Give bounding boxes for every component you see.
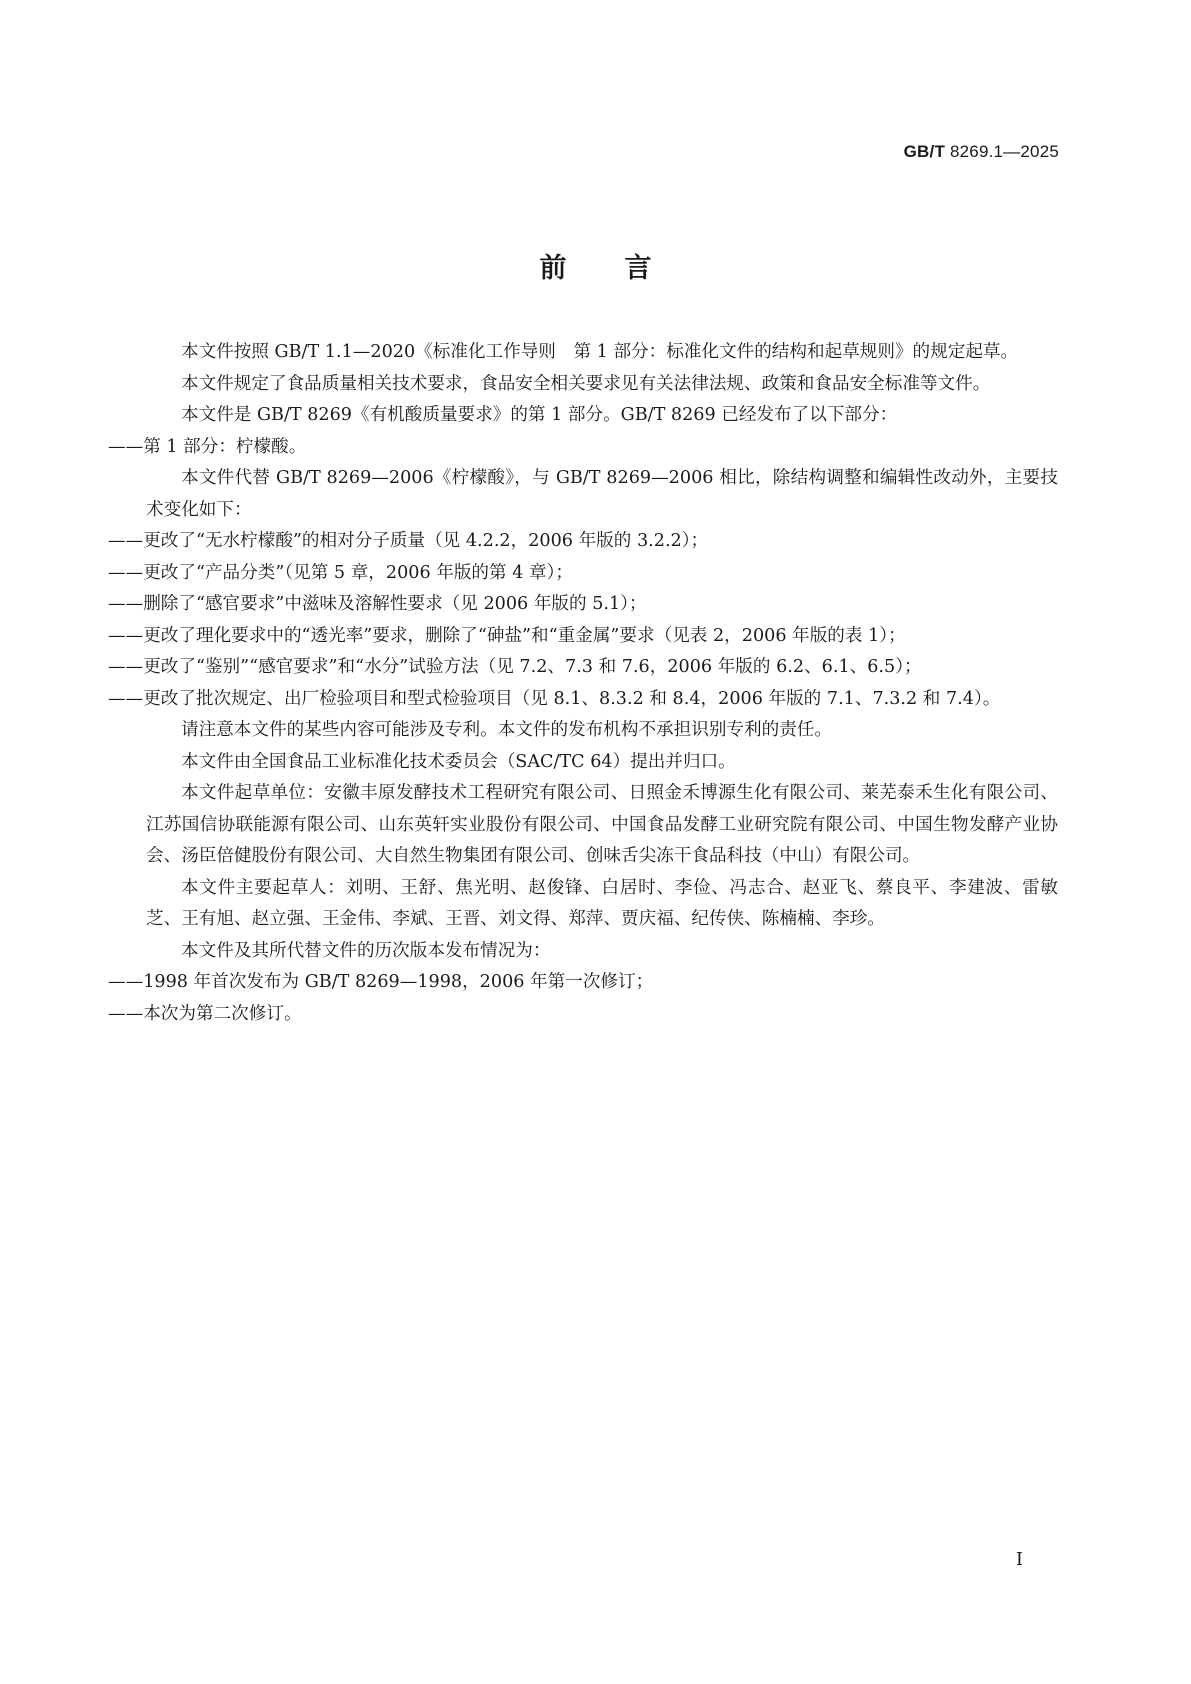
page-number: I bbox=[1015, 1549, 1023, 1570]
list-item: ——删除了“感官要求”中滋味及溶解性要求（见 2006 年版的 5.1）； bbox=[108, 594, 647, 614]
standard-number: 8269.1—2025 bbox=[949, 142, 1059, 161]
preface-body bbox=[108, 337, 1058, 1030]
list-item: ——更改了理化要求中的“透光率”要求，删除了“砷盐”和“重金属”要求（见表 2，2006 年版的表 1）； bbox=[108, 625, 906, 646]
list-item: ——更改了“产品分类”（见第 5 章，2006 年版的第 4 章）； bbox=[108, 562, 573, 583]
list-item: ——本次为第二次修订。 bbox=[108, 1003, 302, 1024]
document-header bbox=[904, 142, 1059, 162]
paragraph: 请注意本文件的某些内容可能涉及专利。本文件的发布机构不承担识别专利的责任。 bbox=[181, 720, 832, 740]
standard-code: GB/T bbox=[903, 142, 946, 161]
list-item: ——更改了“无水柠檬酸”的相对分子质量（见 4.2.2，2006 年版的 3.2.2）； bbox=[108, 531, 709, 551]
list-item: ——更改了“鉴别”“感官要求”和“水分”试验方法（见 7.2、7.3 和 7.6，2006 年版的 6.2、6.1、6.5）； bbox=[108, 657, 922, 677]
list-item: ——更改了批次规定、出厂检验项目和型式检验项目（见 8.1、8.3.2 和 8.4，2006 年版的 7.1、7.3.2 和 7.4）。 bbox=[108, 688, 1001, 709]
paragraph: 本文件按照 GB/T 1.1—2020《标准化工作导则 第 1 部分：标准化文件的结构和起草规则》的规定起草。 bbox=[181, 342, 1019, 362]
list-item: ——第 1 部分：柠檬酸。 bbox=[108, 436, 307, 457]
paragraph: 本文件由全国食品工业标准化技术委员会（SAC/TC 64）提出并归口。 bbox=[181, 751, 736, 772]
paragraph: 本文件主要起草人：刘明、王舒、焦光明、赵俊锋、白居时、李俭、冯志合、赵亚飞、蔡良平、李建波、雷敏芝、王有旭、赵立强、王金伟、李斌、王晋、刘文得、郑萍、贾庆福、纪传侠、陈楠楠、李珍。 bbox=[146, 877, 1058, 929]
list-item: ——1998 年首次发布为 GB/T 8269—1998，2006 年第一次修订； bbox=[108, 972, 654, 992]
paragraph: 本文件代替 GB/T 8269—2006《柠檬酸》，与 GB/T 8269—2006 相比，除结构调整和编辑性改动外，主要技术变化如下： bbox=[146, 468, 1058, 520]
paragraph: 本文件是 GB/T 8269《有机酸质量要求》的第 1 部分。GB/T 8269 已经发布了以下部分： bbox=[181, 405, 898, 425]
paragraph: 本文件规定了食品质量相关技术要求，食品安全相关要求见有关法律法规、政策和食品安全标准等文件。 bbox=[181, 373, 991, 394]
page-title: 前言 bbox=[539, 253, 710, 284]
paragraph: 本文件及其所代替文件的历次版本发布情况为： bbox=[181, 940, 551, 961]
paragraph: 本文件起草单位：安徽丰原发酵技术工程研究有限公司、日照金禾博源生化有限公司、莱芜泰禾生化有限公司、江苏国信协联能源有限公司、山东英轩实业股份有限公司、中国食品发酵工业研究院有限公司、中国生物发酵产业协会、汤臣倍健股份有限公司、大自然生物集团有限公司、创味舌尖冻干食品科技（中山）有限公司。 bbox=[146, 783, 1058, 866]
